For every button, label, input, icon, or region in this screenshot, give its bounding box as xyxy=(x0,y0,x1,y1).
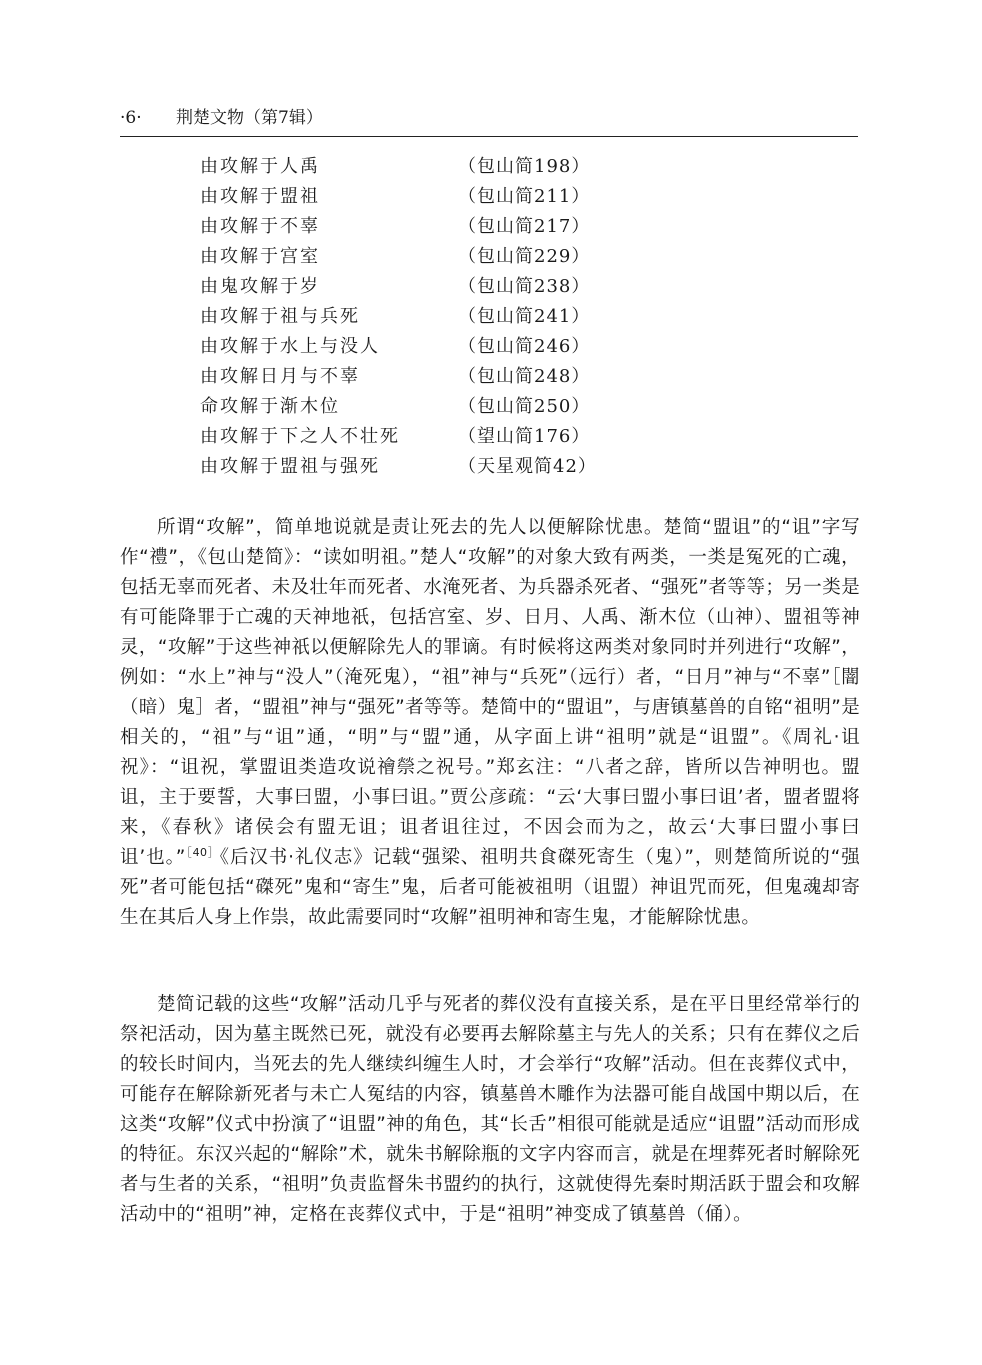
publication-title: 荆楚文物（第7辑） xyxy=(176,108,323,128)
list-item xyxy=(200,362,760,392)
entry-text: 由攻解于宫室 xyxy=(200,246,320,267)
page-number: ·6· xyxy=(120,108,142,128)
list-item xyxy=(200,302,760,332)
list-item xyxy=(200,452,760,482)
entry-source: （包山简250） xyxy=(458,396,591,417)
list-item xyxy=(200,272,760,302)
entry-text: 由攻解于水上与没人 xyxy=(200,336,380,357)
entry-source: （包山简211） xyxy=(458,186,591,207)
body-paragraph xyxy=(120,990,860,1230)
entry-text: 由攻解于盟祖 xyxy=(200,186,320,207)
list-item xyxy=(200,332,760,362)
list-item xyxy=(200,242,760,272)
running-header xyxy=(120,106,858,134)
entry-text: 由攻解日月与不辜 xyxy=(200,366,360,387)
footnote-reference: ［40］ xyxy=(185,845,220,859)
entry-source: （天星观简42） xyxy=(458,456,597,477)
entry-source: （包山简238） xyxy=(458,276,591,297)
entry-source: （包山简217） xyxy=(458,216,591,237)
entry-source: （包山简241） xyxy=(458,306,591,327)
header-rule xyxy=(120,136,858,137)
list-item xyxy=(200,182,760,212)
inscription-list xyxy=(200,152,760,482)
paragraph-text: 《后汉书·礼仪志》记载“强梁、祖明共食磔死寄生（鬼）”，则楚简所说的“强死”者可能包括“磔死”鬼和“寄生”鬼，后者可能被祖明（诅盟）神诅咒而死，但鬼魂却寄生在其后人身上作祟，故此需要同时“攻解”祖明神和寄生鬼，才能解除忧患。 xyxy=(120,847,861,928)
entry-source: （包山简198） xyxy=(458,156,591,177)
entry-text: 由攻解于下之人不壮死 xyxy=(200,426,400,447)
entry-text: 由攻解于盟祖与强死 xyxy=(200,456,380,477)
paragraph-text: 楚简记载的这些“攻解”活动几乎与死者的葬仪没有直接关系，是在平日里经常举行的祭祀活动，因为墓主既然已死，就没有必要再去解除墓主与先人的关系；只有在葬仪之后的较长时间内，当死去的先人继续纠缠生人时，才会举行“攻解”活动。但在丧葬仪式中，可能存在解除新死者与未亡人冤结的内容，镇墓兽木雕作为法器可能自战国中期以后，在这类“攻解”仪式中扮演了“诅盟”神的角色，其“长舌”相很可能就是适应“诅盟”活动而形成的特征。东汉兴起的“解除”术，就朱书解除瓶的文字内容而言，就是在埋葬死者时解除死者与生者的关系，“祖明”负责监督朱书盟约的执行，这就使得先秦时期活跃于盟会和攻解活动中的“祖明”神，定格在丧葬仪式中，于是“祖明”神变成了镇墓兽（俑）。 xyxy=(120,994,860,1225)
entry-source: （望山简176） xyxy=(458,426,591,447)
list-item xyxy=(200,152,760,182)
entry-source: （包山简246） xyxy=(458,336,591,357)
list-item xyxy=(200,392,760,422)
entry-text: 由鬼攻解于岁 xyxy=(200,276,320,297)
paragraph-text: 所谓“攻解”，简单地说就是责让死去的先人以便解除忧患。楚简“盟诅”的“诅”字写作“禮”，《包山楚简》：“读如明祖。”楚人“攻解”的对象大致有两类，一类是冤死的亡魂，包括无辜而死者、未及壮年而死者、水淹死者、为兵器杀死者、“强死”者等等；另一类是有可能降罪于亡魂的天神地祇，包括宫室、岁、日月、人禹、渐木位（山神）、盟祖等神灵，“攻解”于这些神祇以便解除先人的罪谪。有时候将这两类对象同时并列进行“攻解”，例如：“水上”神与“没人”（淹死鬼），“祖”神与“兵死”（远行）者，“日月”神与“不辜”［闇（暗）鬼］者，“盟祖”神与“强死”者等等。楚简中的“盟诅”，与唐镇墓兽的自铭“祖明”是相关的，“祖”与“诅”通，“明”与“盟”通，从字面上讲“祖明”就是“诅盟”。《周礼·诅祝》：“诅祝，掌盟诅类造攻说禬禜之祝号。”郑玄注：“八者之辞，皆所以告神明也。盟诅，主于要誓，大事曰盟，小事曰诅。”贾公彦疏：“云‘大事曰盟小事曰诅’者，盟者盟将来，《春秋》诸侯会有盟无诅；诅者诅往过，不因会而为之，故云‘大事曰盟小事曰诅’也。” xyxy=(120,517,860,868)
body-paragraph xyxy=(120,513,860,933)
entry-source: （包山简248） xyxy=(458,366,591,387)
entry-text: 由攻解于不辜 xyxy=(200,216,320,237)
list-item xyxy=(200,422,760,452)
entry-text: 命攻解于渐木位 xyxy=(200,396,340,417)
entry-text: 由攻解于祖与兵死 xyxy=(200,306,360,327)
entry-text: 由攻解于人禹 xyxy=(200,156,320,177)
entry-source: （包山简229） xyxy=(458,246,591,267)
list-item xyxy=(200,212,760,242)
